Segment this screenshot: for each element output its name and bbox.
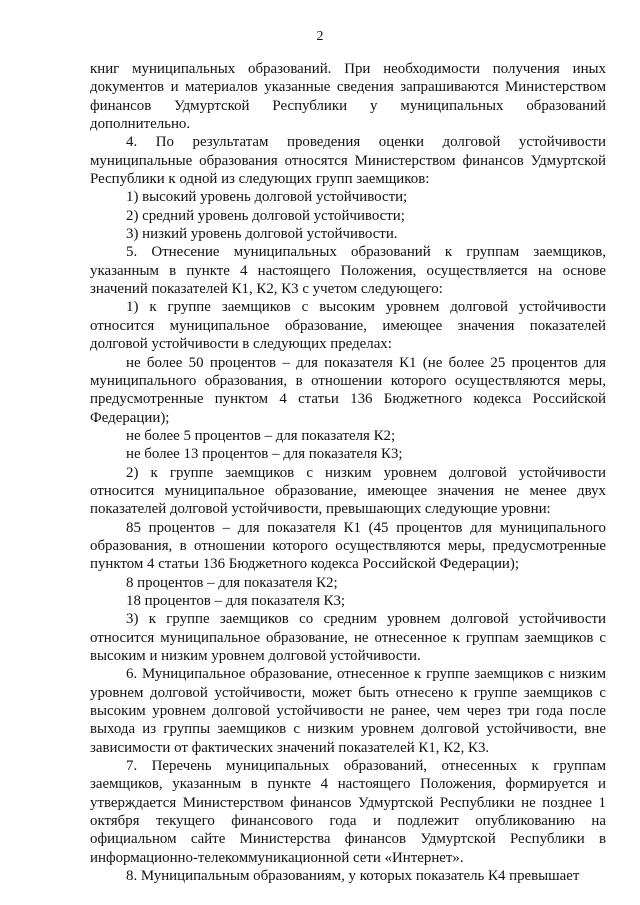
page-number: 2 — [316, 29, 324, 44]
paragraph-k2-limit-high: не более 5 процентов – для показателя К2; — [126, 427, 396, 444]
paragraph-k2-limit-low: 8 процентов – для показателя К2; — [126, 574, 338, 591]
paragraph-clause-6: 6. Муниципальное образование, отнесенное к группе заемщиков с низким уровнем долговой устойчивости, может быть отнесено к группе заемщиков с высоким уровнем долговой устойчивости не ранее, чем через три года после выхода из группы заемщиков с низким уровнем долговой устойчивости, вне зависимости от фактических значений показателей К1, К2, К3. — [90, 666, 606, 756]
paragraph-clause-4: 4. По результатам проведения оценки долговой устойчивости муниципальные образования относятся Министерством финансов Удмуртской Республики к одной из следующих групп заемщиков: — [90, 134, 606, 188]
paragraph-clause-5: 5. Отнесение муниципальных образований к группам заемщиков, указанным в пункте 4 настоящего Положения, осуществляется на основе значений показателей К1, К2, К3 с учетом следующего: — [90, 244, 606, 298]
document-body — [90, 60, 606, 885]
list-item-medium-level: 2) средний уровень долговой устойчивости; — [126, 207, 405, 224]
paragraph-medium-group: 3) к группе заемщиков со средним уровнем долговой устойчивости относится муниципальное образование, не отнесенное к группам заемщиков с высоким и низким уровнем долговой устойчивости. — [90, 611, 606, 664]
paragraph-clause-8: 8. Муниципальным образованиям, у которых показатель К4 превышает — [126, 868, 580, 885]
paragraph-k1-limit-high: не более 50 процентов – для показателя К1 (не более 25 процентов для муниципального образования, в отношении которого осуществляются меры, предусмотренные пунктом 4 статьи 136 Бюджетного кодекса Российской Федерации); — [90, 354, 606, 426]
list-item-low-level: 3) низкий уровень долговой устойчивости. — [126, 226, 398, 243]
paragraph-clause-7: 7. Перечень муниципальных образований, отнесенных к группам заемщиков, указанным в пункте 4 настоящего Положения, формируется и утверждается Министерством финансов Удмуртской Республики не позднее 1 октября текущего финансового года и подлежит опубликованию на официальном сайте Министерства финансов Удмуртской Республики в информационно-телекоммуникационной сети «Интернет». — [90, 758, 606, 866]
paragraph-k3-limit-low: 18 процентов – для показателя К3; — [126, 592, 346, 609]
paragraph-low-group: 2) к группе заемщиков с низким уровнем долговой устойчивости относится муниципальное образование, имеющее значения не менее двух показателей долговой устойчивости, превышающих следующие уровни: — [90, 464, 606, 518]
paragraph-high-group: 1) к группе заемщиков с высоким уровнем долговой устойчивости относится муниципальное образование, имеющее значения показателей долговой устойчивости в следующих пределах: — [90, 299, 606, 353]
list-item-high-level: 1) высокий уровень долговой устойчивости; — [126, 189, 408, 206]
paragraph-k1-limit-low: 85 процентов – для показателя К1 (45 процентов для муниципального образования, в отношении которого осуществляются меры, предусмотренные пунктом 4 статьи 136 Бюджетного кодекса Российской Федерации); — [90, 519, 606, 573]
paragraph-continuation: книг муниципальных образований. При необходимости получения иных документов и материалов указанные сведения запрашиваются Министерством финансов Удмуртской Республики у муниципальных образований дополнительно. — [90, 61, 606, 133]
paragraph-k3-limit-high: не более 13 процентов – для показателя К3; — [126, 446, 403, 463]
